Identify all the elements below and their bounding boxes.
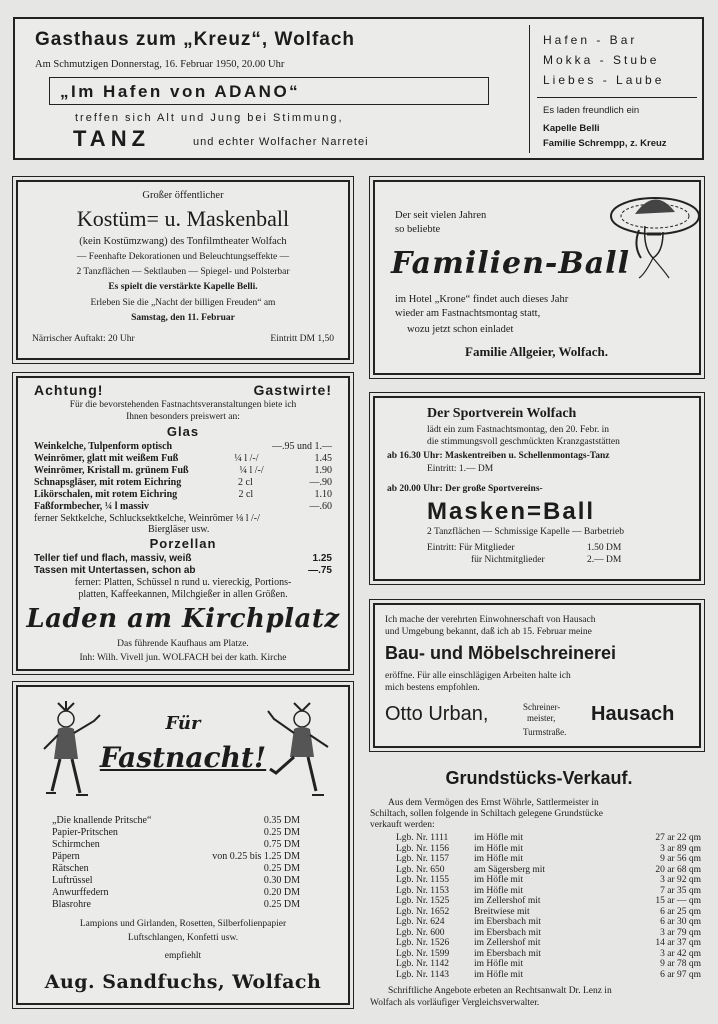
lot-number: Lgb. Nr. 600 (396, 927, 445, 938)
tanz-word: TANZ (73, 126, 151, 151)
glas-row (34, 465, 332, 476)
line-6: ab 20.00 Uhr: Der große Sportvereins- (387, 484, 543, 494)
auftakt: Närrischer Auftakt: 20 Uhr (32, 334, 135, 344)
glas-price: 1.90 (314, 465, 332, 476)
glas-price: 1.10 (314, 489, 332, 500)
role-2: meister, (527, 713, 556, 723)
ad-title: Grundstücks-Verkauf. (445, 768, 633, 788)
fee-1: 1.50 DM (587, 543, 622, 553)
fee-2: 2.— DM (587, 555, 622, 565)
glas-item: Faßformbecher, ¼ l massiv (34, 501, 149, 512)
motto-box: „Im Hafen von ADANO“ (49, 77, 489, 105)
lot-number: Lgb. Nr. 650 (396, 864, 445, 875)
lot-number: Lgb. Nr. 1143 (396, 969, 449, 980)
lot-place: im Höfle mit (474, 843, 524, 854)
divider-horizontal (537, 97, 697, 98)
ad-schreinerei (373, 603, 701, 748)
room-2: Mokka - Stube (543, 53, 660, 67)
ad-title: Kostüm= u. Maskenball (76, 206, 290, 231)
glas-row (34, 489, 332, 500)
signature: Familie Allgeier, Wolfach. (465, 344, 608, 359)
glas-item: Weinrömer, Kristall m. grünem Fuß (34, 465, 189, 476)
line-2: Luftschlangen, Konfetti usw. (127, 933, 239, 943)
item-row (52, 899, 300, 910)
lot-area: 14 ar 37 qm (655, 938, 701, 948)
item-row (52, 851, 300, 862)
title-fuer: Für (165, 713, 201, 734)
lot-area: 3 ar 42 qm (660, 948, 701, 959)
lot-number: Lgb. Nr. 1599 (396, 948, 450, 959)
host-2: Familie Schrempp, z. Kreuz (543, 138, 667, 149)
porz-price: —.75 (308, 565, 332, 576)
role-1: Schreiner- (523, 702, 561, 712)
room-1: Hafen - Bar (543, 33, 638, 47)
glas-price: —.90 (309, 477, 332, 488)
lot-place: im Zellershof mit (474, 938, 541, 948)
item-name: „Die knallende Pritsche“ (52, 815, 152, 826)
line-3: empfiehlt (164, 951, 202, 961)
ad-maskenball (16, 180, 350, 360)
line-3: die stimmungsvoll geschmückten Kranzgaststätten (427, 437, 620, 447)
lot-place: im Höfle mit (474, 875, 524, 885)
ad-gastwirte (16, 376, 350, 671)
porz-row (34, 553, 332, 564)
porz-item: Teller tief und flach, massiv, weiß (34, 553, 192, 564)
glas-size: ¼ l /-/ (239, 465, 264, 476)
lot-place: Breitwiese mit (474, 906, 530, 917)
glas-item: Weinrömer, glatt mit weißem Fuß (34, 453, 179, 464)
item-price: 0.25 DM (263, 899, 300, 910)
glas-row (34, 441, 332, 452)
intro-2: Schiltach, sollen folgende in Schiltach gelegene Grundstücke (370, 809, 603, 819)
ad-fastnacht (16, 685, 350, 1005)
fee-1-label: Eintritt: Für Mitglieder (427, 543, 515, 553)
lot-number: Lgb. Nr. 1155 (396, 875, 449, 885)
divider-vertical (529, 25, 530, 153)
lot-place: im Höfle mit (474, 969, 524, 980)
line-4: Es spielt die verstärkte Kapelle Belli. (108, 282, 258, 292)
glas-heading: Glas (166, 424, 200, 439)
town: Hausach (591, 703, 675, 725)
lot-number: Lgb. Nr. 1156 (396, 843, 449, 854)
item-price: 0.25 DM (263, 827, 300, 838)
lot-place: im Höfle mit (474, 959, 524, 969)
shop-sub: Das führende Kaufhaus am Platze. (117, 639, 249, 649)
glas-extra-2: Biergläser usw. (148, 524, 210, 535)
head-right: Gastwirte! (253, 382, 332, 398)
item-name: Rätschen (52, 863, 89, 874)
invite-line: Es laden freundlich ein (543, 105, 640, 116)
intro-1: Für die bevorstehenden Fastnachtsveranstaltungen biete ich (69, 400, 297, 410)
item-row (52, 839, 300, 850)
glas-price: 1.45 (314, 453, 332, 464)
item-name: Päpern (52, 851, 80, 862)
line-2: — Feenhafte Dekorationen und Beleuchtungseffekte — (76, 252, 290, 262)
lot-place: im Höfle mit (474, 885, 524, 896)
line-3: 2 Tanzflächen — Sektlauben — Spiegel- und Polsterbar (76, 267, 290, 277)
item-price: von 0.25 bis 1.25 DM (212, 851, 300, 862)
intro-3: verkauft werden: (370, 820, 435, 830)
glas-price: —.60 (309, 501, 332, 512)
lot-area: 9 ar 56 qm (660, 854, 701, 864)
line-4: mich bestens empfohlen. (385, 683, 480, 693)
lot-area: 3 ar 89 qm (660, 843, 701, 854)
lot-number: Lgb. Nr. 1157 (396, 854, 449, 864)
item-price: 0.75 DM (263, 839, 300, 850)
lot-number: Lgb. Nr. 624 (396, 917, 445, 927)
item-price: 0.25 DM (263, 863, 300, 874)
line-narretei: und echter Wolfacher Narretei (193, 136, 369, 148)
item-row (52, 887, 300, 898)
line-4: wieder am Fastnachtsmontag statt, (395, 308, 541, 319)
line-3: im Hotel „Krone“ findet auch dieses Jahr (395, 294, 569, 305)
item-name: Luftrüssel (52, 875, 93, 886)
glas-size: ¼ l /-/ (234, 453, 259, 464)
item-price: 0.20 DM (263, 887, 300, 898)
lot-number: Lgb. Nr. 1142 (396, 959, 449, 969)
item-row (52, 815, 300, 826)
porz-price: 1.25 (312, 553, 332, 564)
glas-price: —.95 und 1.— (272, 441, 332, 452)
glas-row (34, 477, 332, 488)
ad-familien-ball (373, 180, 701, 375)
street: Turmstraße. (523, 727, 567, 737)
ad-sportverein (373, 396, 701, 581)
porz-item: Tassen mit Untertassen, schon ab (34, 565, 196, 576)
lot-number: Lgb. Nr. 1111 (396, 833, 449, 843)
line-5: Erleben Sie die „Nacht der billigen Freuden“ am (90, 298, 276, 308)
date-line: Am Schmutzigen Donnerstag, 16. Februar 1950, 20.00 Uhr (35, 59, 285, 70)
outro-2: Wolfach als vorläufiger Vergleichsverwalter. (370, 998, 540, 1008)
glas-size: 2 cl (238, 489, 254, 500)
line-1: Lampions und Girlanden, Rosetten, Silberfolienpapier (79, 919, 287, 929)
intro-2: Ihnen besonders preiswert an: (126, 412, 240, 422)
host-1: Kapelle Belli (543, 123, 600, 134)
porz-extra-2: platten, Kaffeekannen, Milchgießer in allen Größen. (78, 589, 288, 600)
line-stimmung: treffen sich Alt und Jung bei Stimmung, (75, 112, 344, 124)
lot-place: im Ebersbach mit (474, 927, 542, 938)
owner-line: Inh: Wilh. Vivell jun. WOLFACH bei der kath. Kirche (79, 653, 287, 663)
ad-gasthaus-kreuz (13, 17, 704, 160)
head-left: Achtung! (34, 382, 104, 398)
lot-place: im Ebersbach mit (474, 917, 542, 927)
glas-extra-1: ferner Sektkelche, Schlucksektkelche, Weinrömer ⅛ l /-/ (34, 513, 260, 524)
ad-grundstuecks-verkauf (366, 758, 712, 1020)
lot-place: im Ebersbach mit (474, 948, 542, 959)
line-2: und Umgebung bekannt, daß ich ab 15. Februar meine (385, 627, 592, 637)
line-1: Der seit vielen Jahren (395, 210, 487, 221)
lot-area: 6 ar 25 qm (660, 906, 701, 917)
lot-number: Lgb. Nr. 1652 (396, 906, 450, 917)
ad-title: Masken=Ball (427, 498, 596, 525)
line-7: 2 Tanzflächen — Schmissige Kapelle — Barbetrieb (427, 527, 625, 537)
item-price: 0.30 DM (263, 875, 300, 886)
lot-number: Lgb. Nr. 1525 (396, 896, 450, 906)
item-name: Anwurffedern (52, 887, 109, 898)
lot-area: 6 ar 30 qm (660, 917, 701, 927)
lot-area: 3 ar 92 qm (660, 875, 701, 885)
item-name: Papier-Pritschen (52, 827, 118, 838)
lot-area: 6 ar 97 qm (660, 969, 701, 980)
line-2: lädt ein zum Fastnachtsmontag, den 20. Febr. in (427, 425, 610, 435)
title-fastnacht: Fastnacht! (99, 741, 267, 774)
lot-place: im Höfle mit (474, 854, 524, 864)
porzellan-heading: Porzellan (149, 536, 217, 551)
item-row (52, 863, 300, 874)
item-name: Schirmchen (52, 839, 100, 850)
line-4: ab 16.30 Uhr: Maskentreiben u. Schellenmontags-Tanz (387, 451, 610, 461)
line-1: Der Sportverein Wolfach (427, 406, 577, 421)
ad-title: Bau- und Möbelschreinerei (385, 643, 617, 663)
line-3: eröffne. Für alle einschlägigen Arbeiten halte ich (385, 671, 571, 681)
glas-row (34, 501, 332, 512)
lot-place: am Sägersberg mit (474, 864, 546, 875)
intro-1: Aus dem Vermögen des Ernst Wöhrle, Sattlermeister in (388, 798, 599, 808)
sombrero-lady-illustration (605, 186, 700, 281)
glas-row (34, 453, 332, 464)
item-name: Blasrohre (52, 899, 91, 910)
lot-area: 15 ar — qm (655, 896, 701, 906)
shop-name: Laden am Kirchplatz (26, 604, 340, 634)
outro-1: Schriftliche Angebote erbeten an Rechtsanwalt Dr. Lenz in (388, 986, 612, 996)
item-row (52, 875, 300, 886)
room-3: Liebes - Laube (543, 73, 665, 87)
lot-area: 27 ar 22 qm (655, 833, 701, 843)
line-1: Ich mache der verehrten Einwohnerschaft von Hausach (385, 615, 596, 625)
ad-title: Familien-Ball (391, 246, 630, 281)
eintritt: Eintritt DM 1,50 (270, 334, 334, 344)
glas-item: Weinkelche, Tulpenform optisch (34, 441, 173, 452)
lot-number: Lgb. Nr. 1153 (396, 885, 449, 896)
lot-area: 9 ar 78 qm (660, 959, 701, 969)
pre-title: Großer öffentlicher (142, 190, 224, 201)
line-5: Eintritt: 1.— DM (427, 464, 494, 474)
line-1: (kein Kostümzwang) des Tonfilmtheater Wolfach (79, 236, 287, 247)
owner-name: Otto Urban, (385, 703, 489, 725)
glas-item: Likörschalen, mit rotem Eichring (34, 489, 178, 500)
porz-row (34, 565, 332, 576)
glas-size: 2 cl (238, 477, 253, 488)
signature: Aug. Sandfuchs, Wolfach (44, 971, 322, 993)
fee-2-label: für Nichtmitglieder (471, 555, 545, 565)
lot-area: 20 ar 68 qm (655, 864, 701, 875)
lot-area: 7 ar 35 qm (660, 885, 701, 896)
ad-title: Gasthaus zum „Kreuz“, Wolfach (35, 29, 356, 50)
line-2: so beliebte (395, 224, 441, 235)
lot-place: im Höfle mit (474, 833, 524, 843)
line-6: Samstag, den 11. Februar (131, 313, 235, 323)
lot-place: im Zellershof mit (474, 896, 541, 906)
item-price: 0.35 DM (263, 815, 300, 826)
item-row (52, 827, 300, 838)
glas-item: Schnapsgläser, mit rotem Eichring (34, 477, 182, 488)
lot-area: 3 ar 79 qm (660, 927, 701, 938)
porz-extra-1: ferner: Platten, Schüssel n rund u. viereckig, Portions- (74, 577, 292, 588)
line-5: wozu jetzt schon einladet (407, 324, 514, 335)
lot-number: Lgb. Nr. 1526 (396, 938, 450, 948)
